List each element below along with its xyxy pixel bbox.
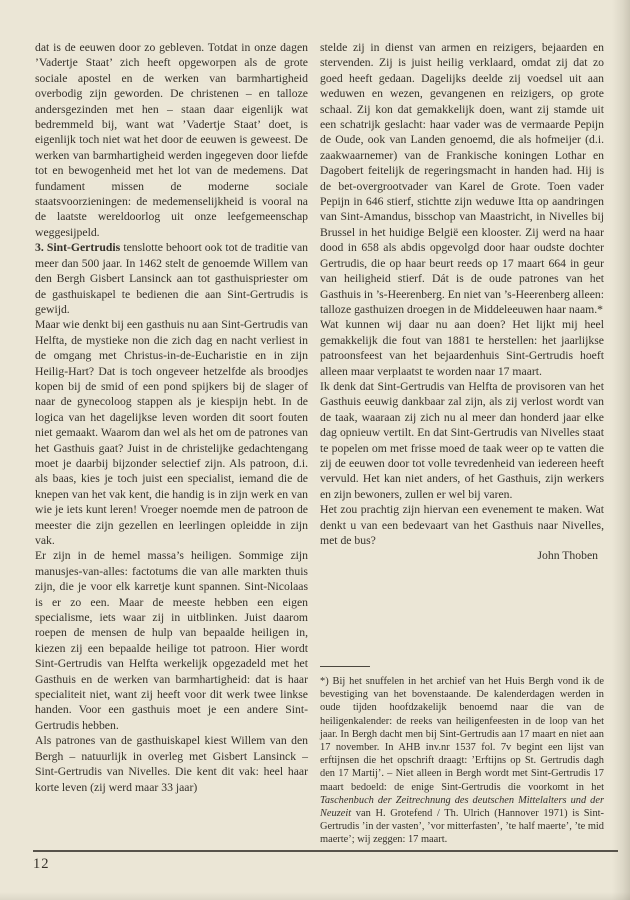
paragraph: Maar wie denkt bij een gasthuis nu aan Sint-Gertrudis van Helfta, de mystieke non die zich dag en nacht verliest in de omgang met Christus-in-de-Eucharistie en in zijn Heilig-Hart? Dat is toch ongeveer hetzelfde als broodjes kopen bij de smid of een pond spijkers bij de slager of naar de gynecoloog stappen als je kiespijn hebt. In de logica van het dagelijkse leven worden dit soort fouten niet gemaakt. Waarom dan wel als het om de patrones van het Gasthuis gaat? Juist in de christelijke gedachtengang moet je daarbij bijzonder selectief zijn. Als patroon, d.i. als baas, kies je toch juist een specialist, iemand die de knepen van het vak kent, die handig is in zijn werk en van wie je iets kunt leren! Vroeger noemde men de patroon de meester die zijn gezellen en leerlingen opleidde in zijn vak. [35,318,308,547]
section-3-heading: 3. Sint-Gertrudis [35,241,121,255]
section-3-body: tenslotte behoort ook tot de traditie van meer dan 500 jaar. In 1462 stelt de genoemde Willem van den Bergh Gisbert Lansinck aan tot gasthuispriester om de gasthuiskapel te bedienen die aan Sint-Gertrudis is gewijd. [35,241,308,316]
footnote-lead: *) Bij het snuffelen in het archief van het Huis Bergh vond ik de bevestiging van het bovenstaande. De kalenderdagen werden in oude tijden hoofdzakelijk benoemd naar die van de heiligenkalender: de reeks van heiligenfeesten in de loop van het jaar. In Bergh dacht men bij Sint-Gertrudis aan 17 maart en niet aan 17 november. In AHB inv.nr 1537 fol. 7v begint een lijst van erftijnsen die het opschrift draagt: ’Erftijns op St. Gertrudis dagh den 17 Martij’. – Niet alleen in Bergh wordt met Sint-Gertrudis 17 maart bedoeld: de enige Sint-Gertrudis die voorkomt in het [320,676,604,793]
footnote-book-title: Taschenbuch der Zeitrechnung des deutschen Mittelalters und der Neuzeit [320,794,604,820]
author-signature: John Thoben [537,549,598,563]
footnote [320,666,604,847]
paragraph: Er zijn in de hemel massa’s heiligen. Sommige zijn manusjes-van-alles: factotums die van alle markten thuis zijn, die je voor elk karretje kunt spannen. Sint-Nicolaas is er zo een. Maar de meeste hebben een eigen specialisme, iets waar zij in uitblinken. Juist daarom roepen de mensen de hulp van bepaalde heiligen in, kiezen zij een bepaalde heilige tot patroon. Hier wordt Sint-Gertrudis van Helfta werkelijk opgezadeld met het Gasthuis en de werken van barmhartigheid: dat is haar specialiteit niet, want zij heeft voor dit werk twee linkse handen. Voor een gasthuis moet je een andere Sint-Gertrudis hebben. [35,549,308,732]
footnote-text [320,675,604,847]
page-number: 12 [33,856,50,872]
paragraph: Ik denk dat Sint-Gertrudis van Helfta de provisoren van het Gasthuis eeuwig dankbaar zal zijn, als zij verlost wordt van de taak, waaraan zij zich nu al meer dan honderd jaar elke dag opnieuw vertilt. En dat Sint-Gertrudis van Nivelles staat te popelen om met frisse moed de taak weer op te vatten die zij de eeuwen door tot volle tevredenheid van iedereen heeft vervuld. Het kan niet anders, of het Gasthuis, zijn werkers en zijn bewoners, zullen er wel bij varen. [320,379,604,501]
paragraph: Het zou prachtig zijn hiervan een evenement te maken. Wat denkt u van een bedevaart van het Gasthuis naar Nivelles, met de bus? [320,503,604,547]
page-edge-shadow-bottom [0,892,630,900]
bottom-rule [33,850,618,852]
left-column [35,40,308,795]
paragraph: stelde zij in dienst van armen en reizigers, bejaarden en stervenden. Zij is juist heilig verklaard, omdat zij dat zo goed heeft gedaan. Dagelijks deelde zij voedsel uit aan weduwen en wezen, gevangenen en reizigers, op grote schaal. Zij kon dat gemakkelijk doen, want zij stamde uit een schatrijk geslacht: haar vader was de vermaarde Pepijn de Oude, ook van Landen genoemd, die als hofmeijer (d.i. zaakwaarnemer) van de Frankische koningen Lothar en Dagobert feitelijk de regeringsmacht in handen had. Hij is de bet-overgrootvader van Karel de Grote. Toen vader Pepijn in 646 stierf, stichtte zijn weduwe Itta op aandringen van Sint-Amandus, bisschop van Maastricht, in Nivelles bij Brussel in het huidige België een klooster. Zij werd na haar dood in 658 als abdis opgevolgd door haar oudste dochter Gertrudis, die op haar beurt reeds op 17 maart 664 in geur van heiligheid stierf. Dát is de oude patrones van het Gasthuis in ’s-Heerenberg. En niet van ’s-Heerenberg alleen: talloze gasthuizen droegen in de Middeleeuwen haar naam.* [320,41,604,316]
paragraph: Wat kunnen wij daar nu aan doen? Het lijkt mij heel gemakkelijk die fout van 1881 te herstellen: het jaarlijkse patroonsfeest van het bejaardenhuis Sint-Gertrudis hoeft alleen maar verplaatst te worden naar 17 maart. [320,318,604,378]
right-column [320,40,604,564]
footnote-divider [320,666,370,667]
footnote-tail: van H. Grotefend / Th. Ulrich (Hannover 1971) is Sint-Gertrudis ’in der vasten’, ’vor mitterfasten’, ’te half maerte’, ’te mid maerte’; wij zeggen: 17 maart. [320,808,604,846]
paragraph: Als patrones van de gasthuiskapel kiest Willem van den Bergh – natuurlijk in overleg met Gisbert Lansinck – Sint-Gertrudis van Nivelles. Die kent dit vak: heel haar korte leven (zij werd maar 33 jaar) [35,734,308,794]
page-edge-shadow-right [612,0,630,900]
paragraph-intro: dat is de eeuwen door zo gebleven. Totdat in onze dagen ’Vadertje Staat’ zich heeft opgeworpen als de grote sociale apostel en de werken van barmhartigheid overbodig zijn geworden. De christenen – en talloze andersgezinden met hen – staan daar eigenlijk wat bedremmeld bij, want wat ’Vadertje Staat’ doet, is eigenlijk toch niet wat het door de eeuwen is geweest. De werken van barmhartigheid werden ingegeven door liefde tot en bewogenheid met het lot van de medemens. Dat fundament missen de moderne sociale staatsvoorzieningen: de medemenselijkheid is vooral na de laatste wereldoorlog uit onze leefgemeenschap weggesijpeld. [35,41,308,239]
paragraph-section-3 [35,240,308,317]
